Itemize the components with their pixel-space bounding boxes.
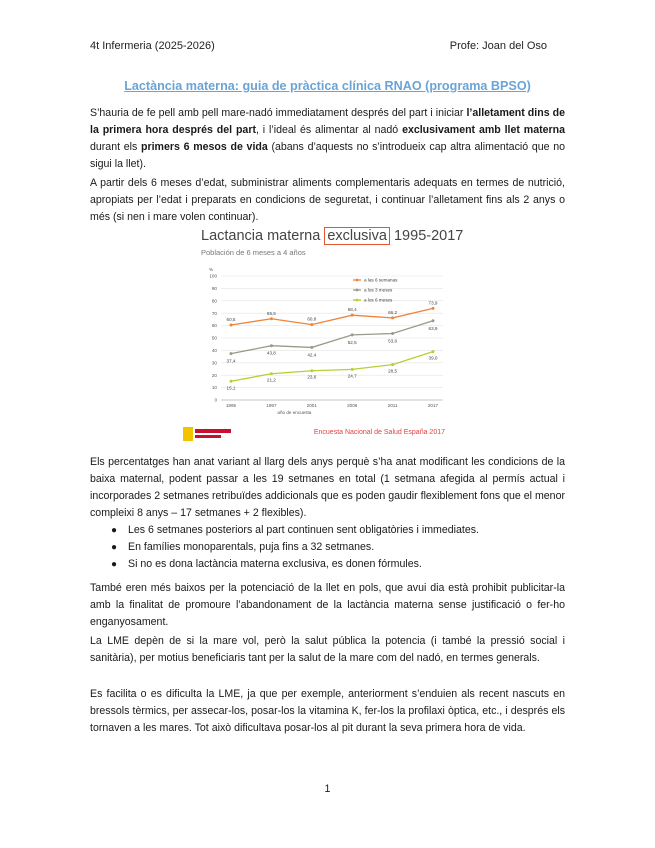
legend-label: a los 6 meses [364,297,393,303]
data-point [351,333,354,336]
chart-source: Encuesta Nacional de Salud España 2017 [313,429,445,436]
page-number: 1 [324,783,331,795]
header-teacher: Profe: Joan del Oso [449,40,547,52]
data-point [230,352,233,355]
y-tick-label: 70 [211,310,217,316]
data-point [391,363,394,366]
data-label: 24,7 [347,373,357,379]
list-item-text: Les 6 setmanes posteriors al part continuen sent obligatòries i immediates. [128,524,479,536]
data-label: 73,9 [428,300,438,306]
p1-bold-3: primers 6 mesos de vida [141,141,268,153]
data-label: 39,0 [428,355,438,361]
legend-label: a los 3 meses [364,287,393,293]
data-point [270,317,273,320]
chart-footer [181,424,457,444]
bullet-icon: ● [111,525,118,536]
data-point [310,346,313,349]
line-chart [181,264,457,424]
bullet-list [90,522,565,573]
y-tick-label: 90 [211,286,217,291]
data-label: 60,8 [307,316,317,322]
paragraph-lme-public-health: La LME depèn de si la mare vol, però la salut pública la potencia (i també la pressió social i sanitària), per motius beneficiaris tant per la salut de la mare com del nadó, en termes generals. [90,635,565,664]
header-course: 4t Infermeria (2025-2026) [90,40,215,52]
x-axis-label: año de encuesta [277,410,312,415]
paragraph-formula-milk: També eren més baixos per la potenciació de la llet en pols, que avui dia està prohibit publicitar-la amb la finalitat de promoure l’abandonament de la lactància materna sense justificació o fer-ho enganyosament. [90,582,565,628]
data-point [270,344,273,347]
paragraph-maternity-leave: Els percentatges han anat variant al llarg dels anys perquè s’ha anat modificant les condicions de la baixa maternal, podent passar a les 19 setmanes en total (1 setmana afegida al permís actual i incorporades 2 setmanes retribuïdes addicionals que es poden gaudir flexiblement fons que el menor compleixi 8 anys – 17 setmanes + 2 flexibles). [90,456,565,519]
p1-text-1: S’hauria de fe pell amb pell mare-nadó immediatament després del part i iniciar [90,107,467,119]
p1-text-3: durant els [90,141,142,153]
chart-title-pre: Lactancia materna [201,228,325,244]
p1-text-4: (abans d’aquests no s’introdueix cap altra alimentació que no sigui la llet). [90,141,565,170]
data-label: 65,5 [266,310,276,316]
y-tick-label: 50 [211,335,217,341]
data-point [432,319,435,322]
government-logo [183,427,233,441]
data-label: 53,6 [388,338,398,344]
data-label: 15,1 [226,385,236,391]
p1-bold-2: exclusivament amb llet materna [402,124,566,136]
p1-bold-1: l’alletament dins de la primera hora després del part [90,107,565,136]
chart-subtitle: Población de 6 meses a 4 años [201,248,306,257]
x-tick-label: 2011 [387,403,398,408]
data-point [351,368,354,371]
data-label: 63,9 [428,325,438,331]
page-title: Lactància materna: guia de pràctica clínica RNAO (programa BPSO) [124,79,531,93]
y-tick-label: 80 [211,298,217,304]
x-tick-label: 2001 [306,403,317,408]
x-tick-label: 2017 [427,403,439,408]
data-label: 43,8 [266,350,276,356]
chart-title [201,228,463,244]
bullet-icon: ● [111,542,118,553]
paragraph-skin-to-skin [90,105,565,173]
data-point [432,307,435,310]
bullet-icon: ● [111,559,118,570]
legend-marker [356,279,359,282]
legend-marker [356,299,359,302]
paragraph-complementary-feeding: A partir dels 6 meses d’edat, subministrar aliments complementaris adequats en termes de nutrició, apropiats per l’edat i preparats en condicions de seguretat, i continuar l’alletament fins als 2 anys o més (si nen i mare volen continuar). [90,177,565,223]
data-label: 23,6 [307,374,317,380]
x-tick-label: 1997 [266,403,277,408]
data-label: 42,4 [307,352,317,358]
list-item-text: Si no es dona lactància materna exclusiva, es donen fórmules. [128,558,422,570]
y-axis-label: % [209,267,214,272]
y-tick-label: 0 [214,397,217,403]
y-tick-label: 60 [211,323,217,329]
data-point [310,369,313,372]
y-tick-label: 20 [211,372,217,378]
paragraph-lme-practices: Es facilita o es dificulta la LME, ja que per exemple, anteriorment s’enduien als recent nascuts en bressols tèrmics, per assecar-los, posar-los la vitamina K, fer-los la profilaxi òptica, etc., i després els tornaven a les mares. Tot això dificultava posar-los al pit durant la seva primera hora de vida. [90,688,565,734]
legend-marker [356,289,359,292]
data-label: 52,5 [347,339,357,345]
p1-text-2: , i l’ideal és alimentar al nadó [255,124,403,136]
list-item-text: En famílies monoparentals, puja fins a 32 setmanes. [128,541,375,553]
data-label: 60,5 [226,316,236,322]
x-tick-label: 2006 [347,403,358,408]
list-item [90,522,565,539]
data-point [270,372,273,375]
chart-title-post: 1995-2017 [389,228,464,244]
x-tick-label: 1995 [225,403,237,408]
y-tick-label: 10 [211,385,217,391]
list-item [90,556,565,573]
data-point [432,350,435,353]
data-point [391,316,394,319]
y-tick-label: 30 [211,360,217,366]
data-point [310,323,313,326]
data-label: 21,2 [266,377,276,383]
list-item [90,539,565,556]
data-point [391,332,394,335]
data-point [230,323,233,326]
data-label: 66,2 [388,309,398,315]
series-line [231,308,433,325]
data-label: 28,5 [388,368,398,374]
legend-label: a las 6 semanas [364,277,398,283]
y-tick-label: 40 [211,348,217,353]
breastfeeding-chart-figure [181,226,464,444]
data-label: 68,4 [347,307,357,313]
y-tick-label: 100 [209,273,217,279]
chart-title-highlight: exclusiva [324,227,390,245]
data-point [351,314,354,317]
data-point [230,380,233,383]
series-line [231,352,433,382]
data-label: 37,4 [226,358,236,364]
